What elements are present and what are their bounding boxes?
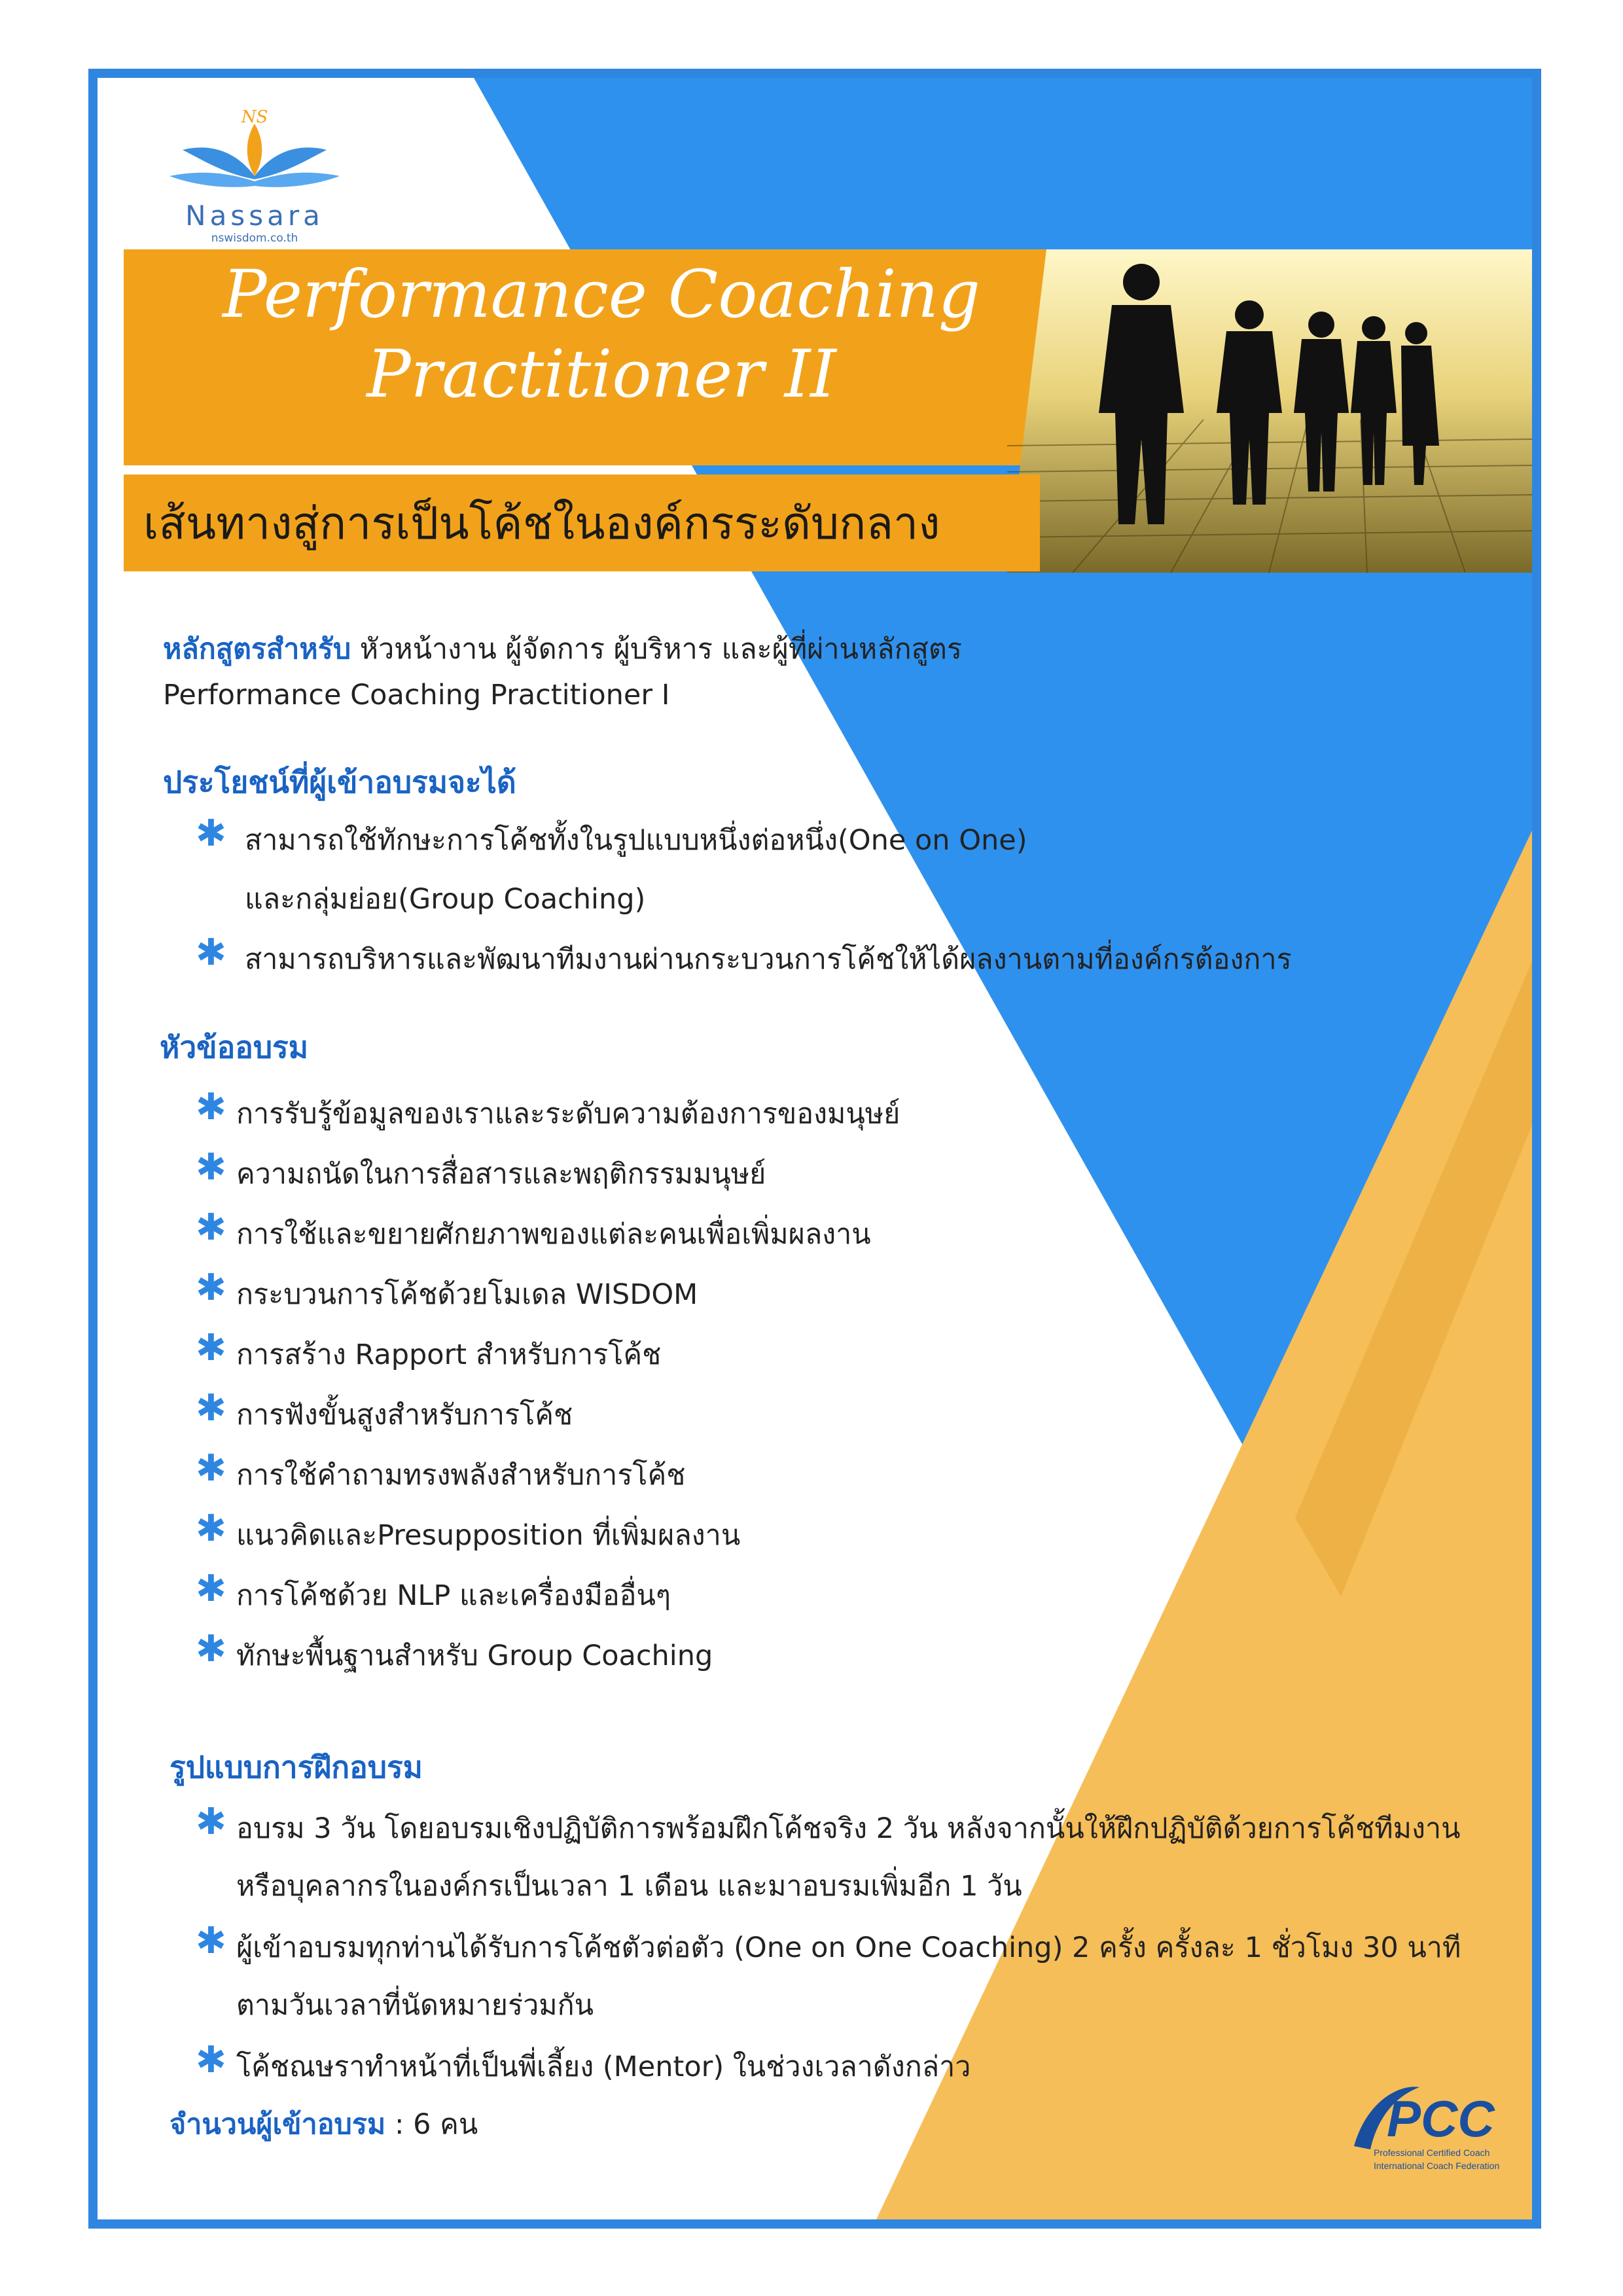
poster-frame [88, 69, 1541, 2229]
bullet-icon: ✱ [196, 1086, 226, 1128]
svg-text:International Coach Federation: International Coach Federation [1374, 2161, 1500, 2171]
course-details [98, 78, 1532, 2219]
topic-item: การโค้ชด้วย NLP และเครื่องมืออื่นๆ [236, 1579, 671, 1612]
benefit-item: สามารถใช้ทักษะการโค้ชทั้งในรูปแบบหนึ่งต่อหนึ่ง(One on One) [245, 824, 1027, 857]
bullet-icon: ✱ [196, 1266, 226, 1309]
bullet-icon: ✱ [196, 1628, 226, 1670]
topic-item: การใช้คำถามทรงพลังสำหรับการโค้ช [236, 1459, 686, 1492]
bullet-icon: ✱ [196, 812, 226, 855]
topic-item: การรับรู้ข้อมูลของเราและระดับความต้องการของมนุษย์ [236, 1098, 901, 1130]
bullet-icon: ✱ [196, 1327, 226, 1369]
participants-label: จำนวนผู้เข้าอบรม [169, 2108, 386, 2141]
pcc-badge [1341, 2074, 1511, 2179]
format-item-cont: หรือบุคลากรในองค์กรเป็นเวลา 1 เดือน และมาอบรมเพิ่มอีก 1 วัน [236, 1870, 1022, 1903]
bullet-icon: ✱ [196, 1920, 226, 1962]
topic-item: ทักษะพื้นฐานสำหรับ Group Coaching [236, 1640, 713, 1672]
bullet-icon: ✱ [196, 1568, 226, 1610]
bullet-icon: ✱ [196, 931, 226, 974]
bullet-icon: ✱ [196, 1507, 226, 1550]
format-item: ผู้เข้าอบรมทุกท่านได้รับการโค้ชตัวต่อตัว (One on One Coaching) 2 ครั้ง ครั้งละ 1 ชั่วโมง 30 นาที [236, 1931, 1461, 1964]
audience-label: หลักสูตรสำหรับ [163, 633, 351, 666]
title-line-2: Practitioner II [366, 336, 836, 412]
topic-item: ความถนัดในการสื่อสารและพฤติกรรมมนุษย์ [236, 1158, 766, 1191]
topic-item: กระบวนการโค้ชด้วยโมเดล WISDOM [236, 1278, 698, 1311]
topic-item: แนวคิดและPresupposition ที่เพิ่มผลงาน [236, 1519, 741, 1552]
svg-text:NS: NS [241, 107, 268, 127]
format-item-cont: ตามวันเวลาที่นัดหมายร่วมกัน [236, 1989, 594, 2022]
format-heading: รูปแบบการฝึกอบรม [169, 1749, 423, 1785]
bullet-icon: ✱ [196, 1146, 226, 1189]
subtitle: เส้นทางสู่การเป็นโค้ชในองค์กรระดับกลาง [143, 498, 940, 550]
svg-text:Professional Certified Coach: Professional Certified Coach [1374, 2147, 1490, 2158]
audience-line-2: Performance Coaching Practitioner I [163, 679, 670, 711]
benefits-heading: ประโยชน์ที่ผู้เข้าอบรมจะได้ [163, 764, 516, 800]
participants-value: : 6 คน [394, 2108, 478, 2141]
bullet-icon: ✱ [196, 1387, 226, 1429]
topics-heading: หัวข้ออบรม [160, 1030, 309, 1065]
logo-name: Nassara [185, 200, 324, 232]
bullet-icon: ✱ [196, 1801, 226, 1843]
logo-url: nswisdom.co.th [211, 232, 298, 245]
topic-item: การใช้และขยายศักยภาพของแต่ละคนเพื่อเพิ่มผลงาน [236, 1218, 871, 1251]
bullet-icon: ✱ [196, 1447, 226, 1490]
title-line-1: Performance Coaching [223, 256, 980, 332]
audience-text: หัวหน้างาน ผู้จัดการ ผู้บริหาร และผู้ที่ผ่านหลักสูตร [359, 633, 962, 666]
benefit-item: สามารถบริหารและพัฒนาทีมงานผ่านกระบวนการโค้ชให้ได้ผลงานตามที่องค์กรต้องการ [245, 943, 1292, 976]
participants-line [169, 2102, 478, 2146]
topic-item: การสร้าง Rapport สำหรับการโค้ช [236, 1338, 662, 1371]
audience-line [163, 626, 962, 671]
topic-item: การฟังขั้นสูงสำหรับการโค้ช [236, 1399, 573, 1431]
svg-text:PCC: PCC [1387, 2090, 1495, 2147]
format-item: โค้ชณษราทำหน้าที่เป็นพี่เลี้ยง (Mentor) ในช่วงเวลาดังกล่าว [236, 2051, 971, 2083]
benefit-item-cont: และกลุ่มย่อย(Group Coaching) [245, 883, 646, 916]
format-item: อบรม 3 วัน โดยอบรมเชิงปฏิบัติการพร้อมฝึกโค้ชจริง 2 วัน หลังจากนั้นให้ฝึกปฏิบัติด้วยการโค้ชทีมงาน [236, 1812, 1461, 1845]
bullet-icon: ✱ [196, 2039, 226, 2081]
bullet-icon: ✱ [196, 1206, 226, 1249]
